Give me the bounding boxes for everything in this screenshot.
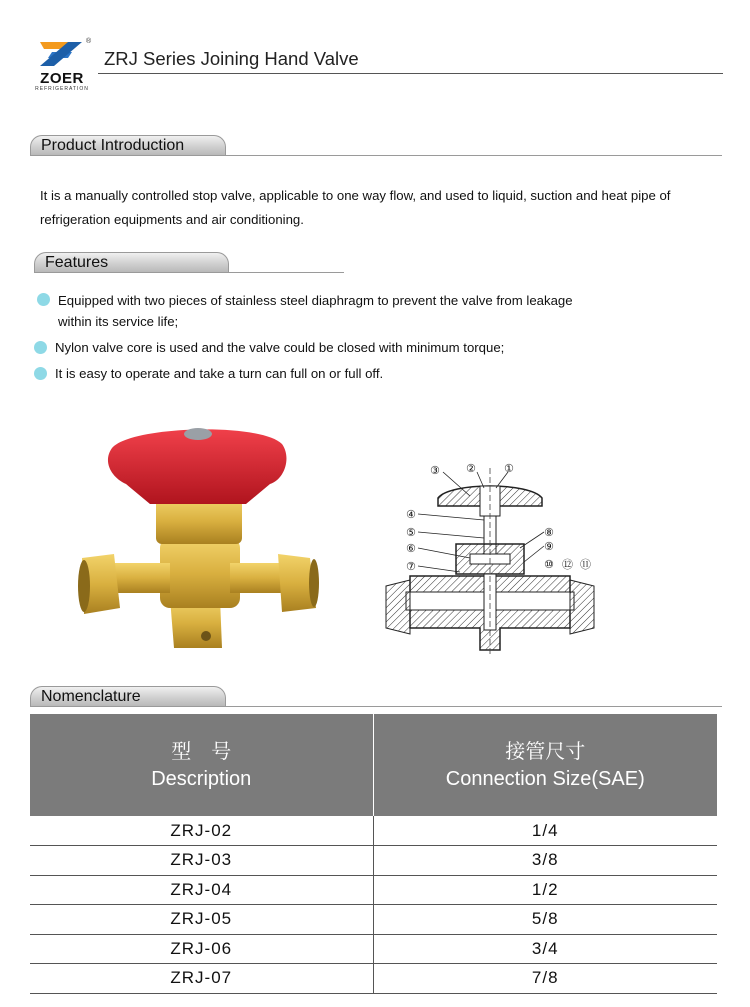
column-header-en: Description — [151, 768, 252, 790]
diagram-label-12: ⑫ — [562, 558, 573, 571]
table-row — [30, 875, 717, 905]
column-header-cn: 接管尺寸 — [505, 741, 586, 763]
diagram-label-7: ⑦ — [406, 560, 416, 573]
table-row — [30, 846, 717, 876]
diagram-label-4: ④ — [406, 508, 416, 521]
page-title: ZRJ Series Joining Hand Valve — [104, 48, 359, 69]
diagram-label-2: ② — [466, 462, 476, 475]
model-cell: ZRJ-06 — [30, 934, 373, 964]
size-cell: 1/4 — [373, 816, 717, 846]
column-header-en: Connection Size(SAE) — [445, 768, 645, 790]
section-divider — [34, 272, 344, 273]
model-cell: ZRJ-05 — [30, 905, 373, 935]
diagram-label-1: ① — [504, 462, 514, 475]
size-cell: 7/8 — [373, 964, 717, 994]
size-cell: 3/4 — [373, 934, 717, 964]
table-header-row — [30, 714, 717, 816]
size-cell: 1/2 — [373, 875, 717, 905]
table-row — [30, 816, 717, 846]
logo-subtext: REFRIGERATION — [35, 86, 89, 92]
feature-item: It is easy to operate and take a turn can full on or full off. — [55, 366, 384, 381]
diagram-label-6: ⑥ — [406, 542, 416, 555]
diagram-label-11: ⑪ — [580, 558, 591, 571]
size-cell: 3/8 — [373, 846, 717, 876]
column-header-connection-size — [373, 714, 717, 816]
column-header-cn: 型 号 — [171, 741, 232, 763]
model-cell: ZRJ-07 — [30, 964, 373, 994]
section-divider — [30, 155, 722, 156]
diagram-label-10: ⑩ — [544, 558, 554, 571]
table-row — [30, 964, 717, 994]
section-title: Product Introduction — [41, 137, 185, 154]
section-header-features — [34, 252, 229, 272]
section-title: Features — [45, 254, 109, 271]
feature-item: Nylon valve core is used and the valve could be closed with minimum torque; — [55, 340, 505, 355]
bullet-dot-icon — [34, 367, 47, 380]
zoer-logo — [30, 40, 94, 92]
zoer-logo-mark-icon — [38, 40, 84, 68]
model-cell: ZRJ-04 — [30, 875, 373, 905]
valve-cross-section-diagram — [380, 458, 600, 658]
hand-valve-image — [70, 418, 330, 658]
section-header-product-introduction — [30, 135, 226, 155]
registered-mark: ® — [86, 38, 92, 45]
diagram-label-9: ⑨ — [544, 540, 554, 553]
column-header-description — [30, 714, 373, 816]
diagram-label-5: ⑤ — [406, 526, 416, 539]
intro-paragraph: It is a manually controlled stop valve, applicable to one way flow, and used to liquid, suction and heat pipe of refrigeration equipments and air conditioning. — [40, 188, 671, 227]
bullet-dot-icon — [37, 293, 50, 306]
header-divider — [98, 73, 723, 74]
table-row — [30, 934, 717, 964]
section-header-nomenclature — [30, 686, 226, 706]
product-photo — [70, 418, 330, 658]
model-cell: ZRJ-03 — [30, 846, 373, 876]
diagram-label-8: ⑧ — [544, 526, 554, 539]
section-divider — [30, 706, 722, 707]
table-row — [30, 905, 717, 935]
bullet-dot-icon — [34, 341, 47, 354]
feature-item: Equipped with two pieces of stainless steel diaphragm to prevent the valve from leakage within its service life; — [58, 293, 573, 329]
model-cell: ZRJ-02 — [30, 816, 373, 846]
logo-brand-text: ZOER — [40, 70, 84, 87]
size-cell: 5/8 — [373, 905, 717, 935]
section-title: Nomenclature — [41, 688, 141, 705]
nomenclature-table — [30, 714, 717, 994]
diagram-label-3: ③ — [430, 464, 440, 477]
